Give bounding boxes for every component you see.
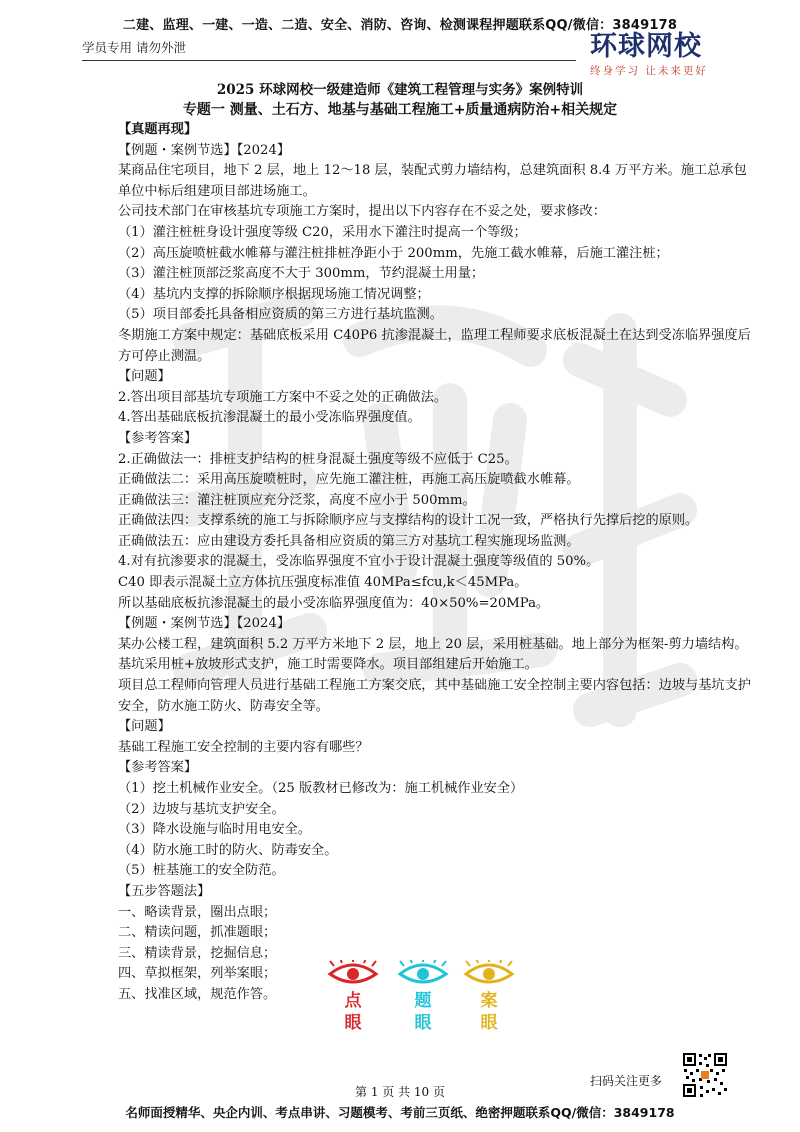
body-paragraph: （5）桩基施工的安全防范。 [118,863,285,879]
body-paragraph: 五、找准区域，规范作答。 [118,986,277,1002]
body-paragraph: 4.对有抗渗要求的混凝土，受冻临界强度不宜小于设计混凝土强度等级值的 50%。 [118,554,600,570]
eye-label-bottom: 眼 [480,1013,498,1033]
header-divider [82,60,576,61]
body-paragraph: 正确做法三：灌注桩顶应充分泛浆，高度不应小于 500mm。 [118,492,476,508]
body-paragraph: 【例题・案例节选】【2024】 [118,142,291,158]
header-notice: 学员专用 请勿外泄 [82,40,186,55]
body-paragraph: 基础工程施工安全控制的主要内容有哪些？ [118,739,369,755]
scan-prompt: 扫码关注更多 [590,1074,663,1088]
body-paragraph: （4）基坑内支撑的拆除顺序根据现场施工情况调整； [118,286,430,302]
logo [590,32,740,78]
body-paragraph: 项目总工程师向管理人员进行基础工程施工方案交底，其中基础施工安全控制主要内容包括：边坡与基坑支护安全，防水施工防火、防毒安全等。 [118,678,751,714]
eye-label-bottom: 眼 [414,1013,432,1033]
body-paragraph: 4.答出基础底板抗渗混凝土的最小受冻临界强度值。 [118,410,421,426]
body-paragraph: 【真题再现】 [118,122,198,137]
body-paragraph: （2）高压旋喷桩截水帷幕与灌注桩排桩净距小于 200mm，先施工截水帷幕，后施工灌注桩； [118,245,669,261]
eye-question [388,960,458,1034]
body-paragraph: （5）项目部委托具备相应资质的第三方进行基坑监测。 [118,307,443,323]
body-paragraph: 【参考答案】 [118,760,198,776]
body-paragraph: C40 即表示混凝土立方体抗压强度标准值 40MPa≤fcu,k＜45MPa。 [118,575,528,591]
body-paragraph: 二、精读问题，抓准题眼； [118,925,277,941]
body-paragraph: 【参考答案】 [118,430,198,446]
body-paragraph: 【例题・案例节选】【2024】 [118,616,291,632]
eye-label-top: 点 [344,991,362,1011]
body-paragraph: 【问题】 [118,369,171,385]
footer-contact: 名师面授精华、央企内训、考点串讲、习题模考、考前三页纸、绝密押题联系QQ/微信：3849178 [125,1105,675,1120]
logo-text: 环球网校 [590,31,702,62]
eye-icon [326,960,380,986]
eye-label-top: 案 [480,991,498,1011]
body-paragraph: 正确做法五：应由建设方委托具备相应资质的第三方对基坑工程实施现场监测。 [118,533,580,549]
document-body [118,120,758,1006]
eye-label-top: 题 [414,991,432,1011]
section-title: 专题一 测量、土石方、地基与基础工程施工+质量通病防治+相关规定 [182,102,618,118]
header-contact: 二建、监理、一建、一造、二造、安全、消防、咨询、检测课程押题联系QQ/微信：3849178 [122,18,678,33]
body-paragraph: （4）防水施工时的防火、防毒安全。 [118,842,338,858]
eye-icon [462,960,516,986]
body-paragraph: 【五步答题法】 [118,883,211,899]
body-paragraph: （1）灌注桩桩身设计强度等级 C20，采用水下灌注时提高一个等级； [118,224,527,240]
body-paragraph: 2.答出项目部基坑专项施工方案中不妥之处的正确做法。 [118,389,448,405]
body-paragraph: 冬期施工方案中规定：基础底板采用 C40P6 抗渗混凝土，监理工程师要求底板混凝土在达到受冻临界强度后方可停止测温。 [118,327,751,364]
body-paragraph: 某商品住宅项目，地下 2 层，地上 12～18 层，装配式剪力墙结构，总建筑面积 8.4 万平方米。施工总承包单位中标后组建项目部进场施工。 [118,163,747,199]
eye-point [318,960,388,1034]
eye-case [454,960,524,1034]
body-paragraph: 某办公楼工程，建筑面积 5.2 万平方米地下 2 层，地上 20 层，采用桩基础。地上部分为框架-剪力墙结构。基坑采用桩+放坡形式支护，施工时需要降水。项目部组建后开始施工。 [118,636,748,673]
body-paragraph: 2.正确做法一：排桩支护结构的桩身混凝土强度等级不应低于 C25。 [118,451,518,467]
body-paragraph: 四、草拟框架，列举案眼； [118,966,277,982]
body-paragraph: 正确做法二：采用高压旋喷桩时，应先施工灌注桩，再施工高压旋喷截水帷幕。 [118,472,580,488]
eye-label-bottom: 眼 [344,1013,362,1033]
body-paragraph: （3）降水设施与临时用电安全。 [118,822,312,838]
eye-icon [396,960,450,986]
body-paragraph: 所以基础底板抗渗混凝土的最小受冻临界强度值为：40×50%=20MPa。 [118,595,550,611]
body-paragraph: 【问题】 [118,719,171,735]
logo-slogan: 终身学习 让未来更好 [590,65,708,77]
body-paragraph: （3）灌注桩顶部泛浆高度不大于 300mm，节约混凝土用量； [118,266,485,282]
body-paragraph: 正确做法四：支撑系统的施工与拆除顺序应与支撑结构的设计工况一致，严格执行先撑后挖的原则。 [118,513,699,529]
body-paragraph: （2）边坡与基坑支护安全。 [118,801,285,817]
body-paragraph: 一、略读背景，圈出点眼； [118,904,277,920]
body-paragraph: （1）挖土机械作业安全。（25 版教材已修改为：施工机械作业安全） [118,781,524,796]
body-paragraph: 三、精读背景，挖掘信息； [118,945,277,961]
body-paragraph: 公司技术部门在审核基坑专项施工方案时，提出以下内容存在不妥之处，要求修改： [118,204,606,220]
page-number: 第 1 页 共 10 页 [355,1085,445,1099]
document-title: 2025 环球网校一级建造师《建筑工程管理与实务》案例特训 [216,82,584,98]
